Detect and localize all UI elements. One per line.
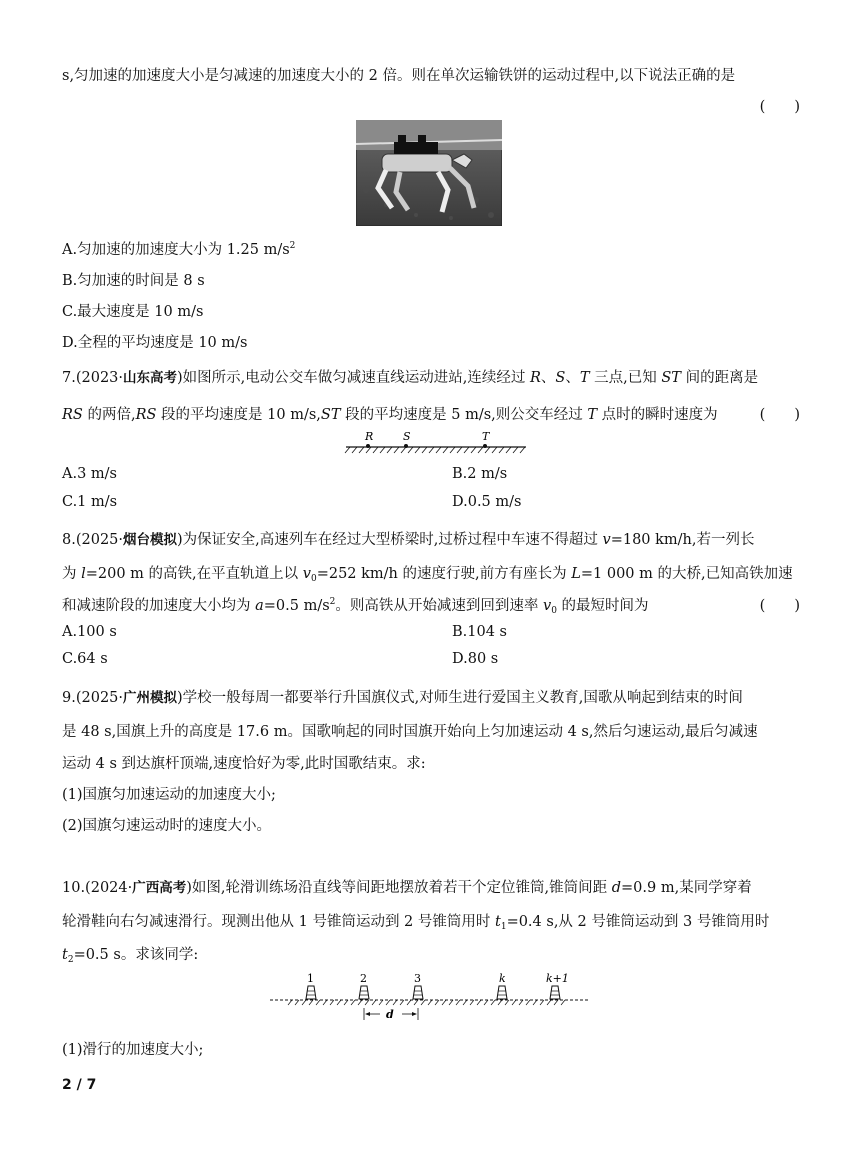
q6-option-a: A.匀加速的加速度大小为 1.25 $m/s^2$: [62, 241, 296, 258]
cone-k1-label: k+1: [546, 972, 569, 985]
robot-dog-photo: [356, 120, 502, 226]
cone-3-icon: [413, 986, 423, 999]
cone-1-label: 1: [307, 972, 314, 985]
q9-stem-line2: 是 48 s,国旗上升的高度是 17.6 m。国歌响起的同时国旗开始向上匀加速运动 4 s,然后匀速运动,最后匀减速: [62, 724, 758, 740]
q9-subquestion-1: (1)国旗匀加速运动的加速度大小;: [62, 787, 276, 803]
q6-option-d: D.全程的平均速度是 10 m/s: [62, 335, 248, 351]
q10-subquestion-1: (1)滑行的加速度大小;: [62, 1042, 204, 1058]
cone-1-icon: [306, 986, 316, 999]
q7-option-b: B.2 m/s: [452, 466, 508, 482]
q7-option-d: D.0.5 m/s: [452, 494, 522, 510]
q7-stem-line1: 7.(2023·山东高考)如图所示,电动公交车做匀减速直线运动进站,连续经过 R、S、T 三点,已知 ST 间的距离是: [62, 370, 759, 386]
q8-option-d: D.80 s: [452, 651, 499, 667]
q8-source: 烟台模拟: [123, 532, 178, 548]
q7-option-a: A.3 m/s: [62, 466, 117, 482]
cone-2-label: 2: [360, 972, 367, 985]
q10-stem-line3: $t_2=0.5$ s。求该同学:: [62, 947, 199, 965]
q9-source: 广州模拟: [123, 690, 178, 706]
q9-stem-line1: 9.(2025·广州模拟)学校一般每周一都要举行升国旗仪式,对师生进行爱国主义教育,国歌从响起到结束的时间: [62, 690, 743, 706]
q8-option-c: C.64 s: [62, 651, 108, 667]
page-number: 2 / 7: [62, 1077, 97, 1093]
q7-track-diagram: [344, 428, 528, 456]
q8-stem-line1: 8.(2025·烟台模拟)为保证安全,高速列车在经过大型桥梁时,过桥过程中车速不得超过 v=180 km/h,若一列长: [62, 532, 755, 548]
point-s: [404, 444, 408, 448]
spacing-d-label: d: [386, 1008, 394, 1021]
q9-subquestion-2: (2)国旗匀速运动时的速度大小。: [62, 818, 272, 834]
cone-k-icon: [497, 986, 507, 999]
q8-option-a: A.100 s: [62, 624, 117, 640]
point-r: [366, 444, 370, 448]
q10-stem-line2: 轮滑鞋向右匀减速滑行。现测出他从 1 号锥筒运动到 2 号锥筒用时 $t_1=0.4$ s,从 2 号锥筒运动到 3 号锥筒用时: [62, 914, 770, 932]
cone-k1-icon: [550, 986, 560, 999]
q6-stem-line: s,匀加速的加速度大小是匀减速的加速度大小的 2 倍。则在单次运输铁饼的运动过程中,以下说法正确的是: [62, 68, 736, 84]
q9-stem-line3: 运动 4 s 到达旗杆顶端,速度恰好为零,此时国歌结束。求:: [62, 756, 426, 772]
q7-answer-paren: ( ): [759, 407, 800, 423]
q7-option-c: C.1 m/s: [62, 494, 118, 510]
q8-answer-paren: ( ): [759, 598, 800, 614]
q10-source: 广西高考: [132, 880, 187, 896]
point-t: [483, 444, 487, 448]
q10-stem-line1: 10.(2024·广西高考)如图,轮滑训练场沿直线等间距地摆放着若干个定位锥筒,锥筒间距 d=0.9 m,某同学穿着: [62, 880, 752, 896]
cone-2-icon: [359, 986, 369, 999]
cone-3-label: 3: [414, 972, 421, 985]
cone-k-label: k: [499, 972, 506, 985]
q8-stem-line2: 为 l=200 m 的高铁,在平直轨道上以 $v_0=252$ km/h 的速度行驶,前方有座长为 L=1 000 m 的大桥,已知高铁加速: [62, 566, 793, 584]
label-s: S: [403, 430, 411, 443]
q8-option-b: B.104 s: [452, 624, 507, 640]
q6-option-b: B.匀加速的时间是 8 s: [62, 273, 205, 289]
q6-option-c: C.最大速度是 10 m/s: [62, 304, 204, 320]
q7-stem-line2: RS 的两倍,RS 段的平均速度是 10 m/s,ST 段的平均速度是 5 m/s,则公交车经过 T 点时的瞬时速度为: [62, 407, 718, 423]
q8-stem-line3: 和减速阶段的加速度大小均为 a=0.5 $m/s^2$。则高铁从开始减速到回到速率 $v_0$ 的最短时间为: [62, 597, 649, 616]
q6-answer-paren: ( ): [759, 99, 800, 115]
q7-source: 山东高考: [123, 370, 178, 386]
q10-cone-diagram: [268, 968, 592, 1024]
label-t: T: [482, 430, 490, 443]
label-r: R: [365, 430, 374, 443]
